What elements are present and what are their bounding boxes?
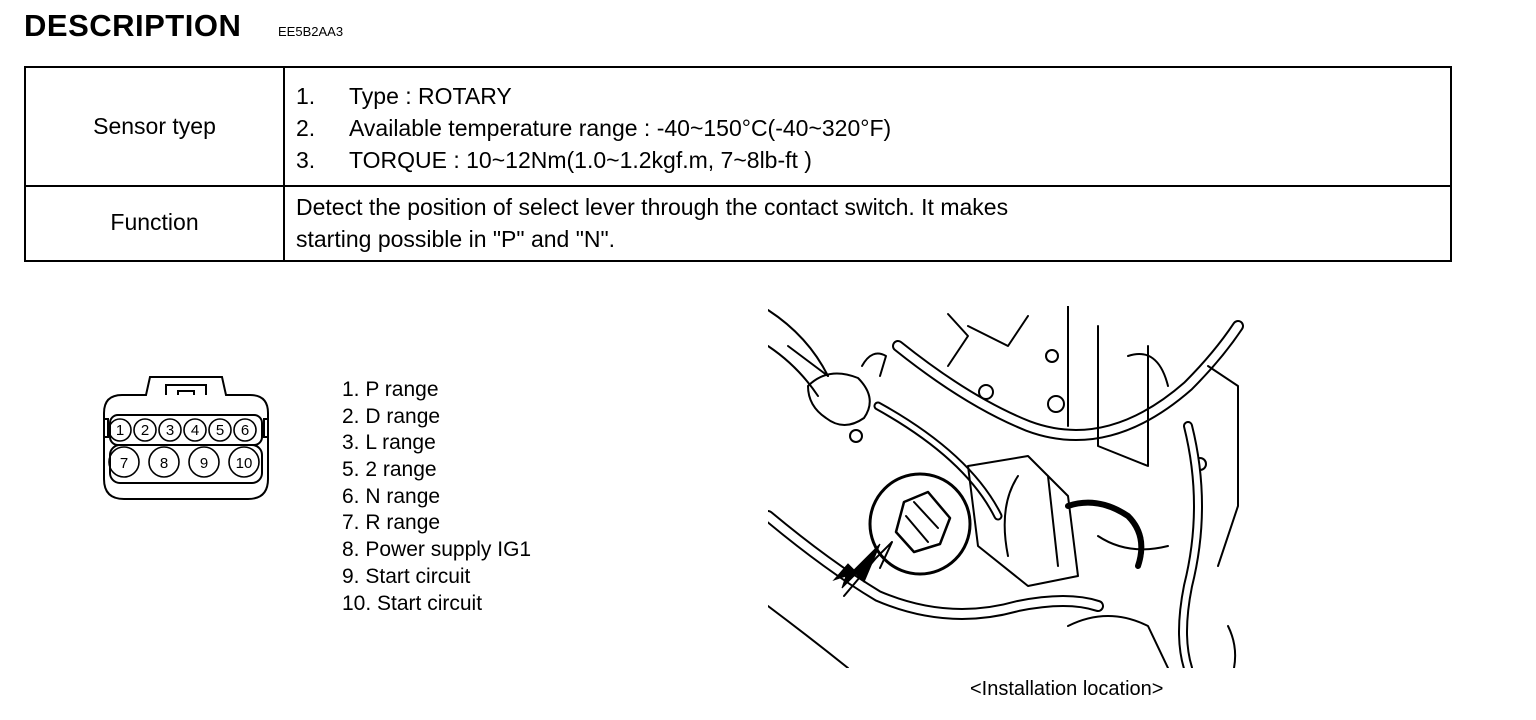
pin-list-item: 3. L range	[342, 431, 436, 455]
function-line: starting possible in "P" and "N".	[296, 226, 616, 252]
inhibitor-switch-sensor	[896, 492, 950, 552]
pin-list-item: 1. P range	[342, 378, 439, 401]
page-title: DESCRIPTION	[24, 8, 242, 43]
sensor-type-value	[296, 80, 1440, 176]
illustration-line	[1005, 476, 1018, 556]
pin-list-item: 8. Power supply IG1	[342, 538, 532, 562]
sensor-type-label: Sensor tyep	[26, 68, 285, 185]
illustration-line	[1098, 536, 1168, 549]
illustration-hose	[878, 406, 998, 516]
illustration-line	[1228, 626, 1235, 668]
pin-list	[342, 377, 531, 617]
pin-list-item: 9. Start circuit	[342, 564, 471, 588]
pin-label: 4	[190, 422, 200, 439]
function-value	[296, 191, 1440, 255]
illustration-hose-inner	[768, 516, 1098, 614]
spec-item-text: TORQUE : 10~12Nm(1.0~1.2kgf.m, 7~8lb-ft )	[349, 147, 812, 173]
illustration-line	[768, 310, 828, 376]
connector-latch-tab	[178, 391, 194, 395]
connector-side-key-right	[264, 419, 268, 437]
illustration-bulb	[808, 374, 870, 426]
connector-side-key-left	[104, 419, 108, 437]
pin-label: 5	[215, 422, 225, 439]
spec-item-text: Type : ROTARY	[349, 83, 512, 109]
illustration-hose-inner	[878, 406, 998, 516]
pin-list-item: 2. D range	[342, 404, 441, 428]
illustration-line	[788, 346, 828, 376]
function-label: Function	[26, 185, 285, 260]
bolt-icon	[1048, 396, 1064, 412]
pin-list-item: 10. Start circuit	[342, 591, 483, 615]
illustration-line	[1048, 476, 1058, 566]
illustration-line	[768, 606, 848, 668]
pin-label: 6	[240, 422, 250, 439]
figure-caption: <Installation location>	[970, 678, 1164, 700]
function-line: Detect the position of select lever through the contact switch. It makes	[296, 194, 1009, 220]
pin-label: 1	[115, 422, 125, 439]
table-row-sensor-type	[26, 68, 1450, 187]
spec-item	[296, 144, 1440, 176]
bolt-icon	[1046, 350, 1058, 362]
pin-list-item: 5. 2 range	[342, 458, 437, 482]
connector-top-row	[110, 415, 262, 445]
pin-label: 8	[159, 455, 169, 472]
pin-label: 10	[235, 455, 253, 472]
pin-label: 2	[140, 422, 150, 439]
illustration-housing	[968, 456, 1078, 586]
spec-table	[24, 66, 1452, 262]
illustration-line	[768, 346, 818, 396]
inhibitor-switch-detail	[906, 502, 938, 542]
connector-diagram	[94, 365, 284, 505]
illustration-line	[1098, 326, 1148, 466]
bolt-icon	[979, 385, 993, 399]
pin-label: 9	[199, 455, 209, 472]
pin-label: 3	[165, 422, 175, 439]
illustration-line	[862, 354, 886, 376]
spec-item-number: 1.	[296, 83, 316, 109]
illustration-line	[1208, 366, 1238, 566]
document-code: EE5B2AA3	[278, 24, 344, 39]
spec-item-number: 3.	[296, 147, 316, 173]
illustration-line	[1068, 616, 1168, 668]
spec-item-text: Available temperature range : -40~150°C(-40~320°F)	[349, 115, 892, 141]
illustration-line	[968, 316, 1028, 346]
pin-label: 7	[119, 455, 129, 472]
illustration-line	[948, 314, 968, 366]
spec-item	[296, 80, 1440, 112]
table-row-function	[26, 185, 1450, 260]
installation-illustration	[768, 306, 1246, 668]
spec-item-number: 2.	[296, 115, 316, 141]
pin-list-item: 6. N range	[342, 484, 441, 508]
spec-item	[296, 112, 1440, 144]
bolt-icon	[850, 430, 862, 442]
pin-list-item: 7. R range	[342, 511, 441, 535]
illustration-hose	[1068, 503, 1141, 566]
